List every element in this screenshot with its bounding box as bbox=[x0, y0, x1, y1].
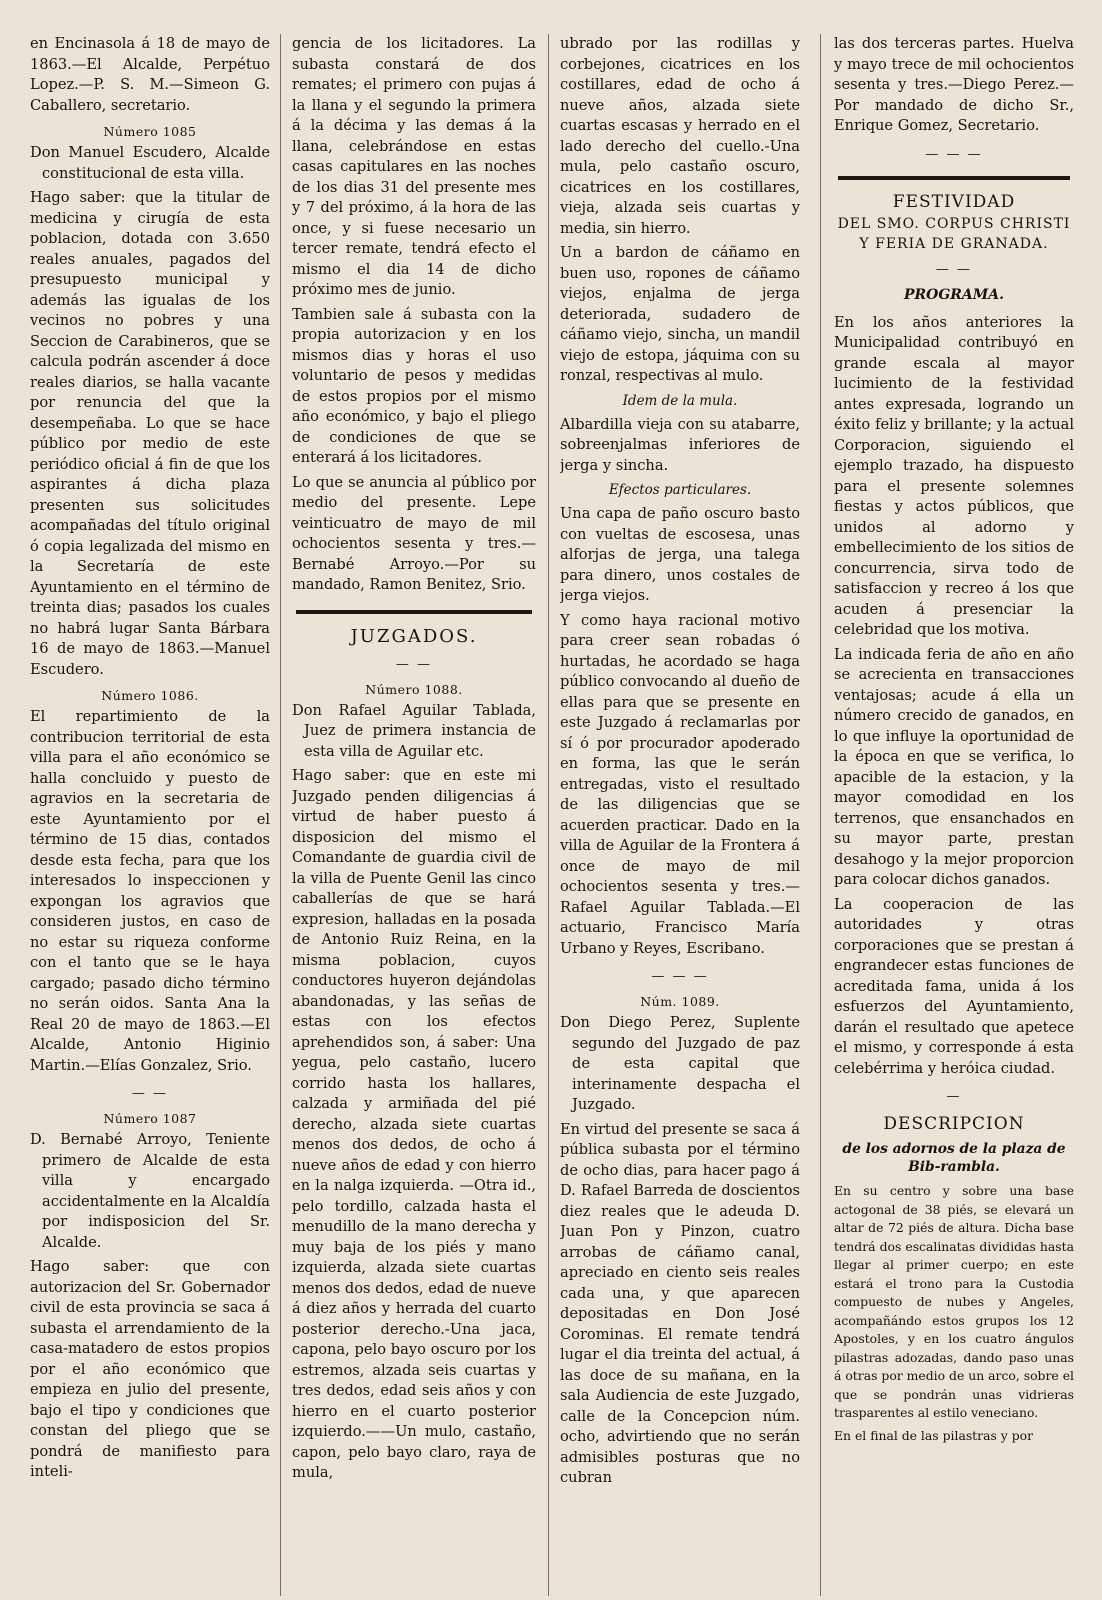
paragraph: las dos terceras partes. Huelva y mayo trece de mil ochocientos sesenta y tres.—Diego Perez.—Por mandado de dicho Sr., Enrique Gomez, Secretario. bbox=[834, 35, 1074, 134]
paragraph: Albardilla vieja con su atabarre, sobreenjalmas inferiores de jerga y sincha. bbox=[560, 415, 800, 474]
paragraph: Un a bardon de cáñamo en buen uso, ropones de cáñamo viejos, enjalma de jerga deteriorada, sudadero de cáñamo viejo, sincha, un mandil viejo de estopa, jáquima con su ronzal, respectivas al mulo. bbox=[560, 244, 800, 384]
notice-number: Número 1087 bbox=[103, 1111, 197, 1126]
programme-heading: PROGRAMA. bbox=[903, 286, 1005, 303]
description-paragraph: En el final de las pilastras y por bbox=[834, 1427, 1034, 1443]
description-paragraph: En su centro y sobre una base actogonal de 38 piés, se elevará un altar de 72 piés de altura. Dicha base tendrá dos escalinatas divididas hasta llegar al primer cuerpo; en este estará el trono para la Custodia compuesto de nubes y Angeles, acompañándo estos grupos los 12 Apostoles, y en los cuatro ángulos pilastras adozadas, dando paso unas á otras por medio de un arco, sobre el que se pondrán unas vidrieras trasparentes al estilo veneciano. bbox=[834, 1183, 1074, 1420]
feature-subtitle: DEL SMO. CORPUS CHRISTI bbox=[837, 215, 1071, 232]
notice-number: Número 1088. bbox=[365, 681, 463, 697]
paragraph: Hago saber: que la titular de medicina y cirugía de esta poblacion, dotada con 3.650 reales anuales, pagados del presupuesto municipal y además las igualas de los vecinos no pobres y una Seccion de Carabineros, que se calcula podrán ascender á doce reales diarios, se halla vacante por renuncia del que la desempeñaba. Lo que se hace público por medio de este periódico oficial á fin de que los aspirantes á dicha plaza presenten sus solicitudes acompañadas del título original ó copia legalizada del mismo en la Secretaría de este Ayuntamiento en el término de treinta dias; pasados los cuales no habrá lugar Santa Bárbara 16 de mayo de 1863.—Manuel Escudero. bbox=[30, 189, 270, 678]
thick-rule bbox=[838, 176, 1070, 180]
paragraph: Hago saber: que en este mi Juzgado penden diligencias á virtud de haber puesto á disposicion del mismo el Comandante de guardia civil de la villa de Puente Genil las cinco caballerías de que se hará expresion, halladas en la posada de Antonio Ruiz Reina, en la misma poblacion, cuyos conductores huyeron dejándolas abandonadas, y las señas de estas con los efectos aprehendidos son, á saber: Una yegua, pelo castaño, lucero corrido hasta los hallares, calzada y armiñada del pié derecho, alzada siete cuartas menos dos dedos, de ocho á nueve años de edad y con hierro en la nalga izquierda. —Otra id., pelo tordillo, calzada hasta el menudillo de la mano derecha y muy baja de los piés y mano izquierda, alzada siete cuartas menos dos dedos, edad de nueve á diez años y herrada del cuarto posterior derecho.-Una jaca, capona, pelo bayo oscuro por los estremos, alzada seis cuartas y tres dedos, edad seis años y con hierro en el cuarto posterior izquierdo.——Un mulo, castaño, capon, pelo bayo claro, raya de mula, bbox=[292, 767, 536, 1481]
column-4 bbox=[834, 34, 1074, 1596]
column-divider bbox=[820, 34, 821, 1596]
thick-rule bbox=[296, 610, 532, 614]
notice-issuer: D. Bernabé Arroyo, Teniente primero de Alcalde de esta villa y encargado accidentalmente en la Alcaldía por indisposicion del Sr. Alcalde. bbox=[30, 1131, 270, 1251]
column-1 bbox=[30, 34, 270, 1596]
paragraph: Una capa de paño oscuro basto con vueltas de escosesa, unas alforjas de jerga, una talega para dinero, unos costales de jerga viejos. bbox=[560, 505, 800, 604]
description-subtitle: de los adornos de la plaza de Bib-rambla. bbox=[842, 1141, 1066, 1175]
paragraph: en Encinasola á 18 de mayo de 1863.—El Alcalde, Perpétuo Lopez.—P. S. M.—Simeon G. Caballero, secretario. bbox=[30, 35, 270, 114]
paragraph: El repartimiento de la contribucion territorial de esta villa para el año económico se halla concluido y puesto de agravios en la secretaria de este Ayuntamiento por el término de 15 dias, contados desde esta fecha, para que los interesados lo inspeccionen y expongan los agravios que consideren justos, en caso de no estar su riqueza conforme con el tanto que se le haya cargado; pasado dicho término no serán oidos. Santa Ana la Real 20 de mayo de 1863.—El Alcalde, Antonio Higinio Martin.—Elías Gonzalez, Srio. bbox=[30, 708, 270, 1074]
feature-subtitle: Y FERIA DE GRANADA. bbox=[859, 235, 1049, 252]
column-divider bbox=[548, 34, 549, 1596]
notice-issuer: Don Diego Perez, Suplente segundo del Juzgado de paz de esta capital que interinamente despacha el Juzgado. bbox=[560, 1014, 800, 1113]
paragraph: La indicada feria de año en año se acrecienta en transacciones ventajosas; acude á ella un número crecido de ganados, en lo que influye la oportunidad de la época en que se verifica, lo apacible de la estacion, y la mayor comodidad en los terrenos, que ensanchados en su mayor parte, prestan desahogo y la mejor proporcion para colocar dichos ganados. bbox=[834, 645, 1074, 888]
separator-dashes: — bbox=[946, 1089, 962, 1104]
paragraph: Hago saber: que con autorizacion del Sr. Gobernador civil de esta provincia se saca á subasta el arrendamiento de la casa-matadero de estos propios por el año económico que empieza en julio del presente, bajo el tipo y condiciones que constan del pliego que se pondrá de manifiesto para inteli- bbox=[30, 1258, 270, 1480]
column-3 bbox=[560, 34, 800, 1596]
paragraph: La cooperacion de las autoridades y otras corporaciones que se prestan á engrandecer estas funciones de acreditada fama, unida á los esfuerzos del Ayuntamiento, darán el resultado que apetece el mismo, y corresponde á esta celebérrima y heróica ciudad. bbox=[834, 895, 1074, 1077]
paragraph: ubrado por las rodillas y corbejones, cicatrices en los costillares, edad de ocho á nueve años, alzada siete cuartas escasas y herrado en el lado derecho del cuello.-Una mula, pelo castaño oscuro, cicatrices en los costillares, vieja, alzada seis cuartas y media, sin hierro. bbox=[560, 35, 800, 237]
paragraph: En virtud del presente se saca á pública subasta por el término de ocho dias, para hacer pago á D. Rafael Barreda de doscientos diez reales que le adeuda D. Juan Pon y Pinzon, cuatro arrobas de cáñamo canal, apreciado en ciento seis reales cada una, y que aparecen depositadas en Don José Corominas. El remate tendrá lugar el dia treinta del actual, á las doce de su mañana, en la sala Audiencia de este Juzgado, calle de la Concepcion núm. ocho, advirtiendo que no serán admisibles posturas que no cubran bbox=[560, 1120, 800, 1486]
subheading: Efectos particulares. bbox=[608, 482, 752, 498]
paragraph: gencia de los licitadores. La subasta constará de dos remates; el primero con pujas á la llana y el segundo la primera á la décima y las demas á la llana, celebrándose en estas casas capitulares en las noches de los dias 31 del presente mes y 7 del próximo, á la hora de las once, y si fuese necesario un tercer remate, tendrá efecto el mismo el dia 14 de dicho próximo mes de junio. bbox=[292, 35, 536, 298]
column-2 bbox=[292, 34, 536, 1596]
notice-number: Número 1086. bbox=[101, 688, 199, 703]
separator-dashes: — — — bbox=[925, 146, 983, 162]
paragraph: Lo que se anuncia al público por medio del presente. Lepe veinticuatro de mayo de mil ochocientos sesenta y tres.—Bernabé Arroyo.—Por su mandado, Ramon Benitez, Srio. bbox=[292, 473, 536, 593]
notice-number: Número 1085 bbox=[103, 124, 197, 139]
paragraph: Y como haya racional motivo para creer sean robadas ó hurtadas, he acordado se haga público convocando al dueño de ellas para que se presente en este Juzgado á reclamarlas por sí ó por procurador apoderado en forma, las que le serán entregadas, visto el resultado de las diligencias que se acuerden practicar. Dado en la villa de Aguilar de la Frontera á once de mayo de mil ochocientos sesenta y tres.—Rafael Aguilar Tablada.—El actuario, Francisco María Urbano y Reyes, Escribano. bbox=[560, 611, 800, 957]
separator-dashes: — — bbox=[935, 261, 973, 277]
separator-dashes: — — — bbox=[651, 969, 709, 984]
feature-title: DESCRIPCION bbox=[883, 1114, 1025, 1134]
feature-title: FESTIVIDAD bbox=[892, 191, 1016, 212]
notice-issuer: Don Manuel Escudero, Alcalde constitucional de esta villa. bbox=[30, 144, 270, 182]
paragraph: Tambien sale á subasta con la propia autorizacion y en los mismos dias y horas el uso voluntario de pesos y medidas de estos propios por el mismo año económico, y bajo el pliego de condiciones de que se enterará á los licitadores. bbox=[292, 305, 536, 466]
subheading: Idem de la mula. bbox=[622, 392, 738, 409]
section-title: JUZGADOS. bbox=[350, 625, 478, 647]
paragraph: En los años anteriores la Municipalidad contribuyó en grande escala al mayor lucimiento de la festividad antes expresada, logrando un éxito feliz y brillante; y la actual Corporacion, siguiendo el ejemplo trazado, ha dispuesto para el presente solemnes fiestas y actos públicos, que unidos al adorno y embellecimiento de los sitios de concurrencia, sirva todo de satisfaccion y recreo á los que acuden á presenciar la celebridad que los motiva. bbox=[834, 313, 1074, 638]
notice-issuer: Don Rafael Aguilar Tablada, Juez de primera instancia de esta villa de Aguilar etc. bbox=[292, 701, 536, 760]
separator-dashes: — — bbox=[395, 656, 433, 672]
notice-number: Núm. 1089. bbox=[640, 994, 720, 1009]
separator-dashes: — — bbox=[131, 1086, 169, 1101]
column-divider bbox=[280, 34, 281, 1596]
